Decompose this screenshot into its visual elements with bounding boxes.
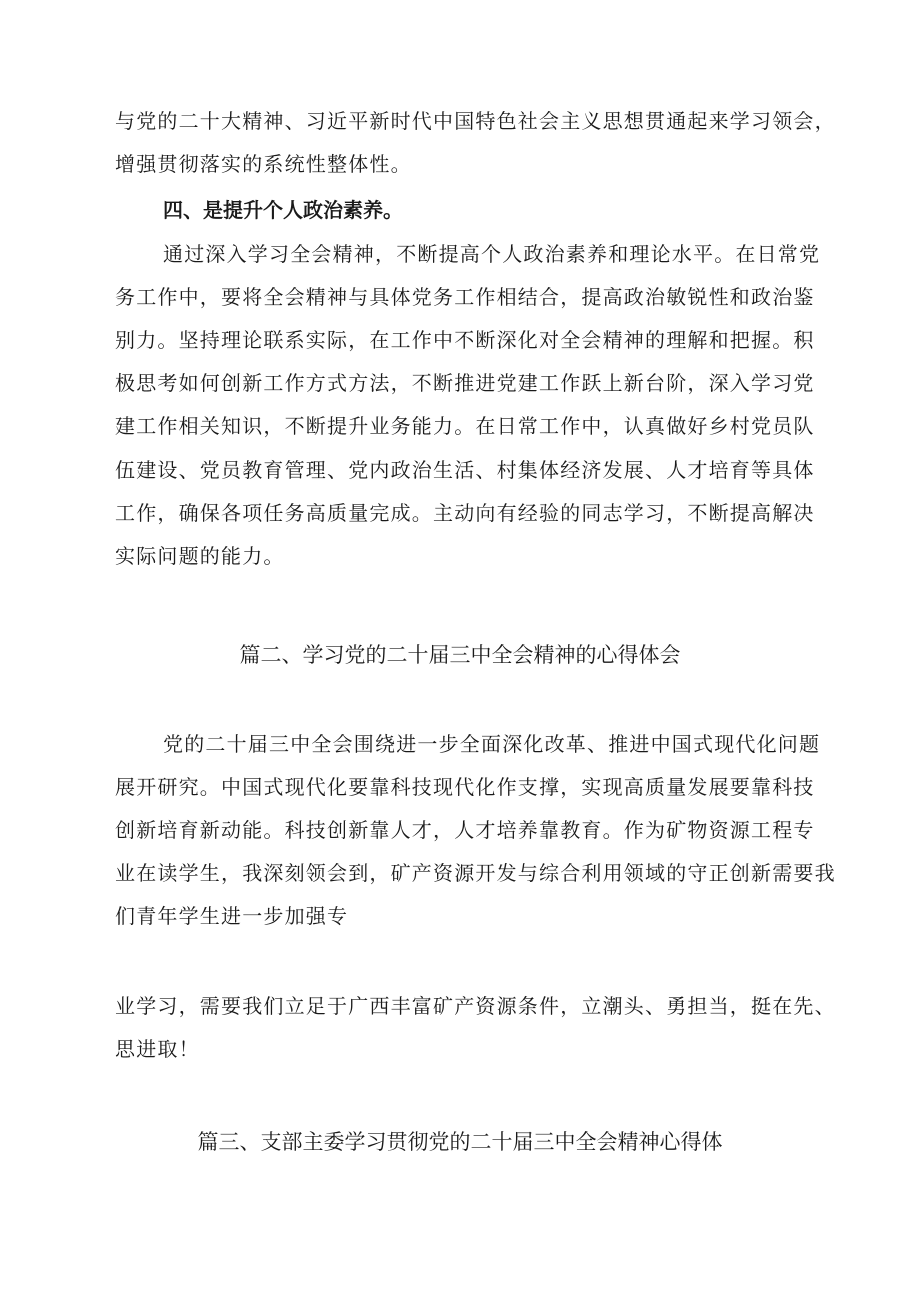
paragraph-line: 务工作中，要将全会精神与具体党务工作相结合，提高政治敏锐性和政治鉴: [115, 285, 815, 309]
section-heading: 四、是提升个人政治素养。: [163, 198, 403, 222]
article-title: 篇三、支部主委学习贯彻党的二十届三中全会精神心得体: [197, 1130, 723, 1154]
paragraph-line: 业在读学生，我深刻领会到，矿产资源开发与综合利用领域的守正创新需要我: [115, 861, 836, 885]
paragraph-line: 思进取！: [115, 1037, 200, 1061]
paragraph-line: 极思考如何创新工作方式方法，不断推进党建工作跃上新台阶，深入学习党: [115, 371, 815, 395]
paragraph-line: 增强贯彻落实的系统性整体性。: [115, 152, 412, 176]
paragraph-line: 建工作相关知识，不断提升业务能力。在日常工作中，认真做好乡村党员队: [115, 414, 815, 438]
paragraph-line: 展开研究。中国式现代化要靠科技现代化作支撑，实现高质量发展要靠科技: [115, 775, 815, 799]
article-title: 篇二、学习党的二十届三中全会精神的心得体会: [239, 643, 681, 667]
paragraph-line: 党的二十届三中全会围绕进一步全面深化改革、推进中国式现代化问题: [163, 732, 821, 756]
paragraph-line: 创新培育新动能。科技创新靠人才，人才培养靠教育。作为矿物资源工程专: [115, 818, 815, 842]
paragraph-line: 与党的二十大精神、习近平新时代中国特色社会主义思想贯通起来学习领会，: [115, 109, 836, 133]
paragraph-line: 实际问题的能力。: [115, 544, 285, 568]
paragraph-line: 通过深入学习全会精神，不断提高个人政治素养和理论水平。在日常党: [163, 242, 821, 266]
paragraph-line: 业学习，需要我们立足于广西丰富矿产资源条件，立潮头、勇担当，挺在先、: [115, 994, 836, 1018]
paragraph-line: 工作，确保各项任务高质量完成。主动向有经验的同志学习，不断提高解决: [115, 501, 815, 525]
paragraph-line: 伍建设、党员教育管理、党内政治生活、村集体经济发展、人才培育等具体: [115, 458, 815, 482]
paragraph-line: 们青年学生进一步加强专: [115, 904, 349, 928]
paragraph-line: 别力。坚持理论联系实际，在工作中不断深化对全会精神的理解和把握。积: [115, 328, 815, 352]
